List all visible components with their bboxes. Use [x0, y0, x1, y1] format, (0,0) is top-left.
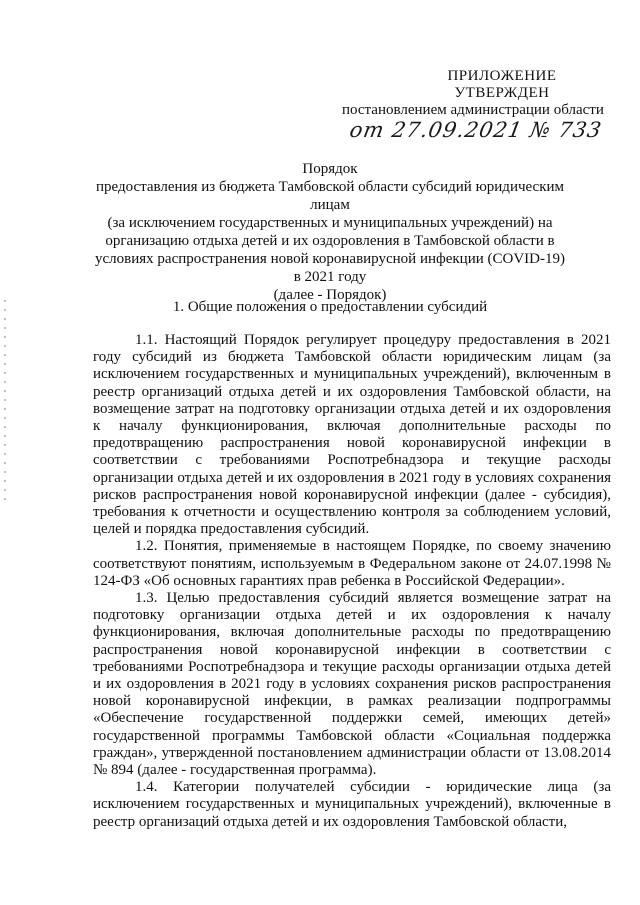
title-line: предоставления из бюджета Тамбовской области субсидий юридическим лицам: [95, 179, 565, 213]
title-line: в 2021 году: [293, 269, 367, 285]
document-title: [80, 160, 580, 304]
handwritten-date-number: от 27.09.2021 № 733: [347, 118, 604, 142]
scan-margin-marks: [4, 300, 6, 500]
header-appendix: ПРИЛОЖЕНИЕ: [447, 68, 557, 84]
title-line: Порядок: [302, 161, 358, 177]
document-body: [93, 332, 611, 831]
title-line: организацию отдыха детей и их оздоровления в Тамбовской области в: [105, 233, 555, 249]
section-heading: 1. Общие положения о предоставлении субсидий: [172, 299, 488, 315]
title-line: (за исключением государственных и муниципальных учреждений) на: [107, 215, 553, 231]
header-resolution: постановлением администрации области: [342, 102, 604, 118]
paragraph-1-4: 1.4. Категории получателей субсидии - юридические лица (за исключением государственных и муниципальных учреждений), включенные в реестр организаций отдыха детей и их оздоровления Тамбовской области,: [93, 779, 611, 830]
paragraph-1-3: 1.3. Целью предоставления субсидий является возмещение затрат на подготовку организации отдыха детей и их оздоровления к началу функционирования, включая дополнительные расходы по предотвращению распространения новой коронавирусной инфекции в соответствии с требованиями Роспотребнадзора и текущие расходы организации отдыха детей и их оздоровления в 2021 году в условиях сохранения рисков распространения новой коронавирусной инфекции, в рамках реализации подпрограммы «Обеспечение государственной поддержки семей, имеющих детей» государственной программы Тамбовской области «Социальная поддержка граждан», утвержденной постановлением администрации области от 13.08.2014 № 894 (далее - государственная программа).: [93, 590, 611, 779]
title-line: (далее - Порядок): [273, 287, 387, 303]
header-approved: УТВЕРЖДЕН: [454, 85, 550, 101]
approval-header: [342, 68, 610, 119]
title-line: условиях распространения новой коронавирусной инфекции (COVID-19): [95, 251, 565, 267]
paragraph-1-2: 1.2. Понятия, применяемые в настоящем Порядке, по своему значению соответствуют понятиям, используемым в Федеральном законе от 24.07.1998 № 124-ФЗ «Об основных гарантиях прав ребенка в Российской Федерации».: [93, 538, 611, 589]
paragraph-1-1: 1.1. Настоящий Порядок регулирует процедуру предоставления в 2021 году субсидий из бюджета Тамбовской области юридическим лицам (за исключением государственных и муниципальных учреждений), включенным в реестр организаций отдыха детей и их оздоровления Тамбовской области, на возмещение затрат на подготовку организации отдыха детей и их оздоровления к началу функционирования, включая дополнительные расходы по предотвращению распространения новой коронавирусной инфекции в соответствии с требованиями Роспотребнадзора и текущие расходы организации отдыха детей и их оздоровления в 2021 году в условиях сохранения рисков распространения новой коронавирусной инфекции (далее - субсидия), требования к отчетности и осуществлению контроля за соблюдением условий, целей и порядка предоставления субсидий.: [93, 332, 611, 538]
